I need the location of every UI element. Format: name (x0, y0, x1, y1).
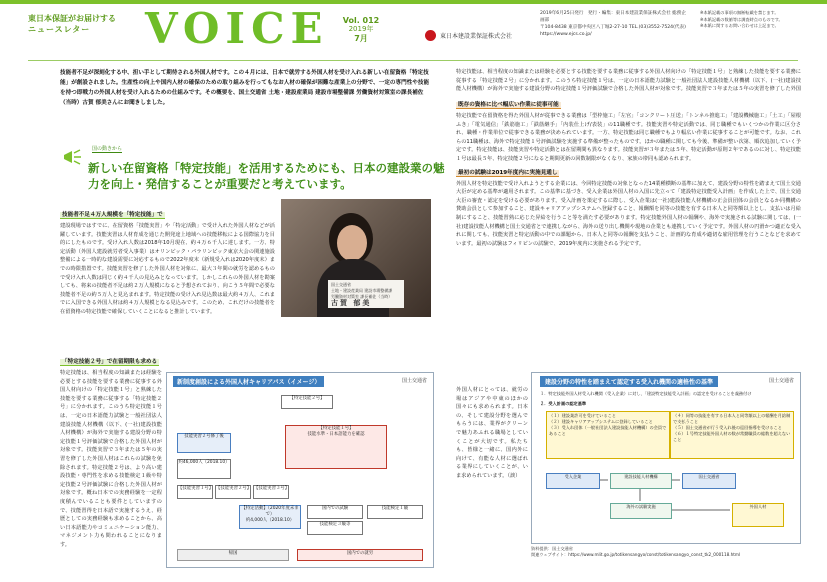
section-2 (60, 355, 162, 559)
figure-source (531, 546, 801, 558)
fig2-flow-node: 海外の試験実施 (610, 503, 672, 519)
caption-name: 古賀 郁美 (331, 299, 372, 307)
megaphone-icon (62, 148, 82, 166)
caption-org: 国土交通省 (331, 282, 351, 287)
fig2-arrows (532, 373, 800, 543)
fig1-box: 国内での試験 (307, 505, 363, 519)
figure-career-path (166, 372, 434, 568)
closing-text: 外国人材にとっては、就労の場はアジアや中東のほかの国々にも求められます。日本の、そして建設分野を選んでもらうには、業界がクリーンで魅力あふれる職場としていくことが大切です。私たちも、皆様と一緒に、国内外に向けて、有能な人材に選ばれる業界にしていくことが、いま求められています。（談） (456, 387, 528, 479)
figure-acceptance-criteria (531, 372, 801, 544)
right-section-1-body: 特定技能で在留資格を得た外国人材が従事できる業務は「型枠施工」「左官」「コンクリート圧送」「トンネル推進工」「建設機械施工」「土工」「屋根ふき」「電気通信」「鉄筋施工」「鉄筋継手」「内装仕上げ/表装」の11職種です。技能実習や特定活動では、同じ職種でもいくつかの作業に区分され、職種・作業単位で従事できる業務が決められています。一方、特定技能は同じ職種でもより幅広い作業に従事することが可能です。なお、これらの11職種は、海外で特定技能１号評価試験を実施する準備が整ったものです。ほかの職種に関しても今後、準備が整い次第、順次追加していく予定です。特定技能は、技能実習や特定活動とは在留期間も異なります。技能実習が３年または５年、特定活動が原則２年であるのに対し、特定技能１号は最長５年、特定技能２号になると期間更新の回数制限がなくなり、家族の帯同も認められます。 (456, 113, 801, 162)
section-2-body: 特定技能は、相当程度の知識または経験を必要とする技能を要する業務に従事する外国人材向けの「特定技能１号」と熟練した技能を要する業務に従事する「特定技能２号」に分かれます。このうち特定技能１号は、一定の日本語能力試験と一般社団法人建設技能人材機構（以下、(一社)建設技能人材機構）が海外で実施する建設分野の特定技能１号評価試験で合格した外国人材が対象です。技能実習で３年または５年の実習を修了した外国人材はこれらの試験を免除されます。特定技能２号は、より高い建設技能・専門性を求める技能検定１級や特定技能２号評価試験に合格した外国人材が対象です。概ね日本での実務経験を一定程度積んでいることも要件としていますので、技能習得を日本語で実施するうえ、経歴としての実務経験も求めることから、高い日本語能力やコミュニケーション能力、マネジメント力も問われることになります。 (60, 370, 162, 548)
fig1-box: 技能検定１級 (367, 505, 423, 519)
newsletter-line1: 東日本保証がお届けする (28, 14, 116, 23)
photo-caption (328, 280, 404, 308)
volume-month: 7月 (354, 34, 368, 43)
fig2-flow-node: 外国人材 (732, 503, 784, 527)
note-line: ※本紙に関するお問い合わせは上記まで。 (700, 23, 779, 28)
volume-info (336, 16, 386, 43)
right-column (456, 68, 801, 300)
fig2-row: １．特定技能外国人材受入れ機関（受入企業）に対し、「建設特定技能受入計画」の認定を受けることを義務付け (540, 391, 752, 396)
source-url[interactable]: 関連ウェブサイト：https://www.mlit.go.jp/totikensangyo/const/totikensangyo_const_tk2_000118.html (531, 552, 741, 557)
right-section-1-title: 既存の資格に比べ幅広い作業に従事可能 (458, 102, 559, 108)
figure-2-title: 建設分野の特性を踏まえて認定する受入れ機関の適格性の基準 (540, 376, 718, 387)
fig1-box: 技能実習２号修了後 (177, 433, 231, 453)
fig1-box: 【特定活動】（2020年度末まで） 約4,000人（2018.10） (239, 505, 301, 529)
header-notes (700, 10, 820, 30)
fig2-flow-node: 受入企業 (546, 473, 600, 489)
interview-headline: 新しい在留資格「特定技能」を活用するためにも、日本の建設業の魅力を向上・発信することが重要だと考えています。 (88, 161, 445, 191)
figure-2-logo: 国土交通省 (768, 378, 794, 384)
section-1-title: 技能者不足４万人規模を「特定技能」で (62, 212, 163, 218)
interview-label: 国の動きから (92, 146, 123, 152)
section-2-title: 「特定技能２号」で在留期限も求める (62, 359, 158, 365)
fig2-flow-node: 建設技能人材機構 (610, 473, 672, 489)
header-accent-bar (0, 0, 827, 4)
pub-line: 〒104-8438 東京都中央区八丁堀2-27-10 TEL.(03)3552-7524(代表) (540, 25, 686, 30)
right-section-2-body: 外国人材を特定技能で受け入れようとする企業には、今回特定技能の対象となった14業種横断の基準に加えて、建設分野の特性を踏まえて国土交通大臣が定める基準が適用されます。この基準に基づき、受入企業は外国人材の入国に先立って「建設特定技能受入計画」を作成した上で、国土交通大臣の審査・認定を受ける必要があります。受入計画を策定するに際し、受入企業は(一社)建設技能人材機構の正会員団体の会員となるか同機構の賛助会員として参加すること、建設キャリアアップシステムへ登録すること、報酬額を同等の技能を有する日本人と同等額以上とし、支払いは月給制にすること、技能習熟に応じた昇給を行うこと等を満たす必要があります。特定技能外国人材の報酬や、海外で実施される試験に関しては、(一社)建設技能人材機構と国土交通省とで連携しながら、海外の送り出し機関や現地の企業とも連携していく予定です。外国人材の円滑かつ適正な受入れに関しても、技能実習と特定活動の中での課題から、日本人と同等の報酬を支払うこと、計画的な育成や適切な雇用管理を行うことなどを求めています。最初の試験はフィリピンの試験で、2019年度内に実施される予定です。 (456, 180, 801, 247)
company-name: 東日本建設業保証株式会社 (440, 33, 513, 40)
figure-1-title: 新制度創設による外国人材キャリアパス（イメージ） (173, 376, 324, 387)
fig1-box: 【特定技能２号】 (281, 395, 333, 409)
source-label: 資料提供：国土交通省 (531, 546, 573, 551)
company-mark-icon (425, 30, 436, 41)
fig1-foot-domestic: 国内での就労 (297, 549, 423, 561)
caption-office: 労働資材対策室 課長補佐（当時） (331, 294, 393, 299)
fig1-box: 【特定技能１号】 技能水準・日本語能力を確認 (285, 425, 387, 469)
intro-lead: 技能者不足が深刻化する中、担い手として期待される外国人材です。この４月には、日本で就労する外国人材を受け入れる新しい在留資格「特定技能」が創設されました。生産性の向上や国内人材の確保のための取り組みを行ってもなお人材の確保が困難な産業上の分野で、一定の専門性や技能を持つ即戦力の外国人材を受け入れるための仕組みです。その概要を、国土交通省 土地・建設産業局 建設市場整備課 労働資材対策室の課長補佐（当時）古賀 郁美さんにお聞きしました。 (60, 70, 430, 106)
voice-logo: VOICE (145, 4, 329, 53)
fig2-criteria-box: （４）同等の技能を有する日本人と同等額以上の報酬を月給制で支払うこと （５）国土交通省が行う受入れ後の巡回指導を受けること （６）１号特定技能外国人材の数が常勤職員の総数を超えないこと (670, 411, 794, 459)
fig1-box: 約46,000人（2018.10） (177, 459, 231, 479)
page-header (0, 0, 827, 62)
volume-year: 2019年 (348, 25, 374, 33)
fig1-box: 【技能実習２号】 (215, 485, 251, 499)
newsletter-label (28, 14, 140, 48)
note-line: ※本紙記載の数値等は調査時点のものです。 (700, 16, 783, 22)
fig2-flow-node: 国土交通省 (682, 473, 736, 489)
publication-info (540, 10, 690, 38)
volume-number: Vol. 012 (342, 16, 380, 25)
fig1-box: 【技能実習１号】 (177, 485, 213, 499)
header-divider (28, 60, 798, 61)
fig1-box: 【技能実習３号】 (253, 485, 289, 499)
fig1-foot-return: 帰国 (177, 549, 289, 561)
caption-dept: 土地・建設産業局 建設市場整備課 (331, 288, 393, 293)
figure-1-logo: 国土交通省 (401, 378, 427, 384)
note-line: ※本紙記載の事項の無断転載を禁じます。 (700, 10, 779, 15)
newsletter-line2: ニュースレター (28, 25, 91, 34)
section-1-body: 建設現場ではすでに、在留資格「技能実習」や「特定活動」で受け入れた外国人材などが活躍しています。技能実習は人材育成を通じた開発途上地域への技能移転による国際協力を目的にしたものです。受け入れ人数は2018年10月現在、約４万６千人に達します。一方、特定活動（外国人建設就労者受入事業）はオリンピック・パラリンピック東京大会の関連施設整備による一時的な建設需要に対応するもので2022年度末（新規受入れは2020年度末）までの時限措置です。技能実習を修了した外国人材を対象に、最大３年間の就労を認めるもので受け入れ人数は同じく約４千人の見込みとなっています。しかしこれらの外国人材を勘案しても、将来の技能者不足は約２万人規模になると予想されており、向こう５年間で必要な技能者不足の約５万人と見込まれます。特定技能の受け入れ見込数は最大約４万人、これまでに入国できる外国人材は約４万人規模となる見込みです。このため、これだけの技能者を在留資格の特定技能で確保していくことになると推計しています。 (60, 223, 275, 315)
fig2-criteria-box: （１）建設業許可を受けていること （２）建設キャリアアップシステムに登録していること （３）受入れ団体（一般社団法人建設技能人材機構）の会員であること (546, 411, 670, 459)
pub-line: 2019年6月25日発行 発行・編集：東日本建設業保証株式会社 総務企画部 (540, 11, 686, 23)
pub-url[interactable]: https://www.ejcs.co.jp/ (540, 32, 592, 37)
company-logo (425, 30, 512, 41)
fig1-box: 技能検定３級等 (307, 521, 363, 535)
section-1 (60, 208, 275, 317)
right-continuation: 特定技能は、相当程度の知識または経験を必要とする技能を要する業務に従事する外国人材向けの「特定技能１号」と熟練した技能を要する業務に従事する「特定技能２号」に分かれます。このうち特定技能１号は、一定の日本語能力試験と一般社団法人建設技能人材機構（以下、(一社)建設技能人材機構）が海外で実施する建設分野の特定技能１号評価試験で合格した外国人材が対象です。技能実習で３年または５年の実習を修了した外国 (456, 69, 801, 93)
fig2-row: ２．受入計画の認定基準 (540, 401, 587, 406)
right-section-2-title: 最初の試験は2019年度内に実施見通し (458, 169, 558, 176)
